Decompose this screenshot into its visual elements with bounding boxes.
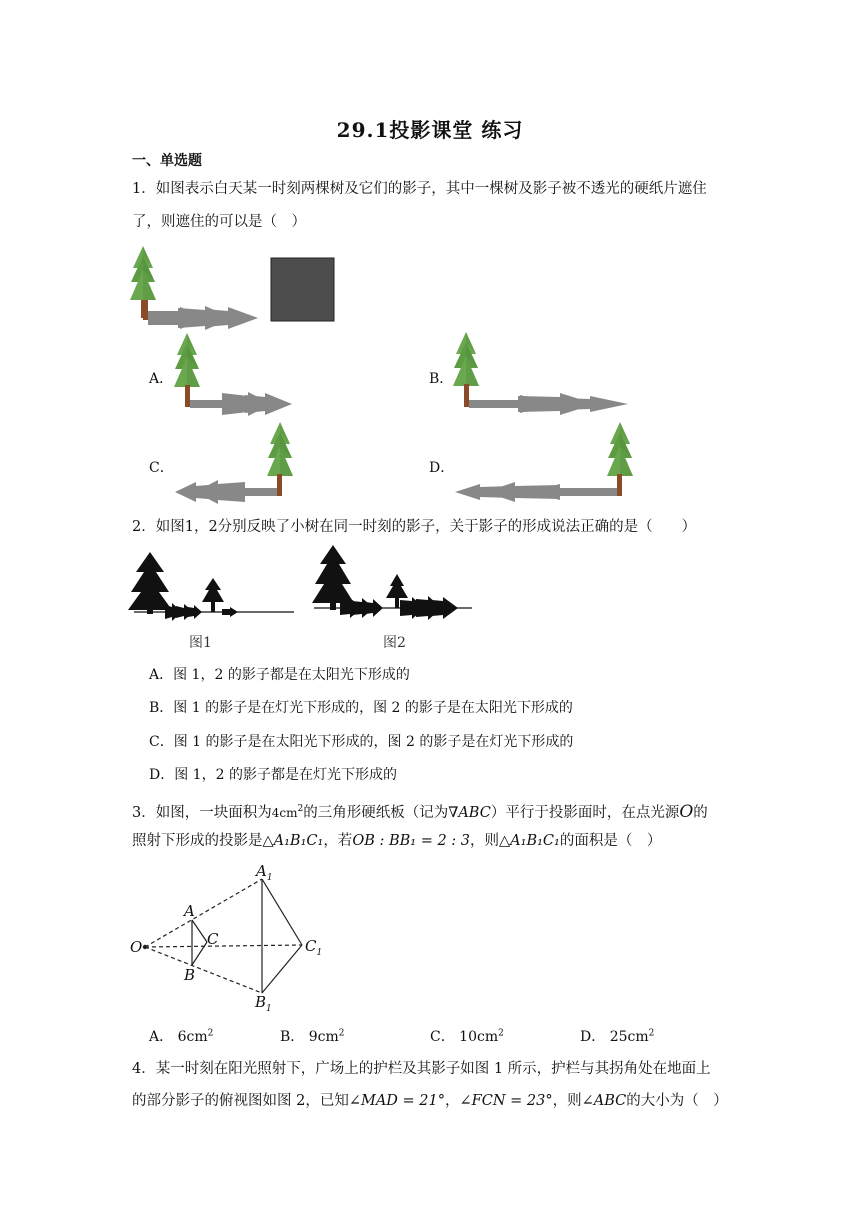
q1-option-a[interactable]: A．	[149, 371, 174, 387]
q1-option-d[interactable]: D．	[429, 460, 455, 476]
q1-option-c[interactable]: C．	[149, 460, 174, 476]
q1-option-b-figure	[453, 332, 628, 415]
section-heading: 一、单选题	[132, 153, 202, 169]
q4-text-line2: 的部分影子的俯视图如图 2，已知∠MAD = 21°，∠FCN = 23°，则∠ABC的大小为（ ）	[132, 1093, 728, 1109]
q2-figure-1	[128, 552, 294, 621]
q1-text-line2: 了，则遮住的可以是（ ）	[132, 214, 306, 230]
q3-label-c: C	[207, 930, 219, 948]
q3-label-b1: $B_1$	[255, 993, 272, 1014]
q1-tree-main	[130, 246, 258, 330]
q3-label-o: O	[130, 938, 143, 956]
q1-cardboard-square	[271, 258, 334, 321]
q3-option-c[interactable]: C． $10cm^2$	[430, 1028, 504, 1045]
q2-option-c[interactable]: C．图 1 的影子是在太阳光下形成的，图 2 的影子是在灯光下形成的	[149, 734, 574, 750]
q3-label-a1: $A_1$	[256, 862, 273, 883]
q1-option-b[interactable]: B．	[429, 371, 454, 387]
q1-option-d-figure	[455, 422, 633, 502]
q3-option-b[interactable]: B． $9cm^2$	[280, 1028, 345, 1045]
q3-label-c1: $C_1$	[305, 937, 323, 958]
q1-option-c-figure	[175, 422, 293, 504]
q3-text-line2: 照射下形成的投影是△A₁B₁C₁，若OB : BB₁ = 2 : 3，则△A₁B₁C₁的面积是（ ）	[132, 833, 662, 849]
q3-geometry-figure	[143, 879, 302, 993]
q4-text-line1: 4．某一时刻在阳光照射下，广场上的护栏及其影子如图 1 所示，护栏与其拐角处在地面上	[132, 1061, 711, 1077]
q2-figure-2	[312, 545, 472, 620]
q2-fig1-caption: 图1	[189, 635, 212, 651]
q3-option-a[interactable]: A． $6cm^2$	[149, 1028, 214, 1045]
q3-text-line1: 3．如图，一块面积为$4cm^2$的三角形硬纸板（记为∇ABC）平行于投影面时，在点光源O的	[132, 801, 708, 822]
q1-text-line1: 1．如图表示白天某一时刻两棵树及它们的影子，其中一棵树及影子被不透光的硬纸片遮住	[132, 181, 707, 197]
q2-option-a[interactable]: A．图 1，2 的影子都是在太阳光下形成的	[149, 667, 410, 683]
q2-text: 2．如图1，2分别反映了小树在同一时刻的影子，关于影子的形成说法正确的是（ ）	[132, 519, 697, 535]
q3-label-a: A	[184, 902, 195, 920]
q2-option-b[interactable]: B．图 1 的影子是在灯光下形成的，图 2 的影子是在太阳光下形成的	[149, 700, 573, 716]
q3-option-d[interactable]: D． $25cm^2$	[580, 1028, 655, 1045]
q1-option-a-figure	[174, 333, 292, 416]
q3-label-b: B	[184, 966, 196, 984]
q2-fig2-caption: 图2	[383, 635, 406, 651]
page-title: 29.1投影课堂 练习	[336, 118, 524, 142]
q2-option-d[interactable]: D．图 1，2 的影子都是在灯光下形成的	[149, 767, 397, 783]
